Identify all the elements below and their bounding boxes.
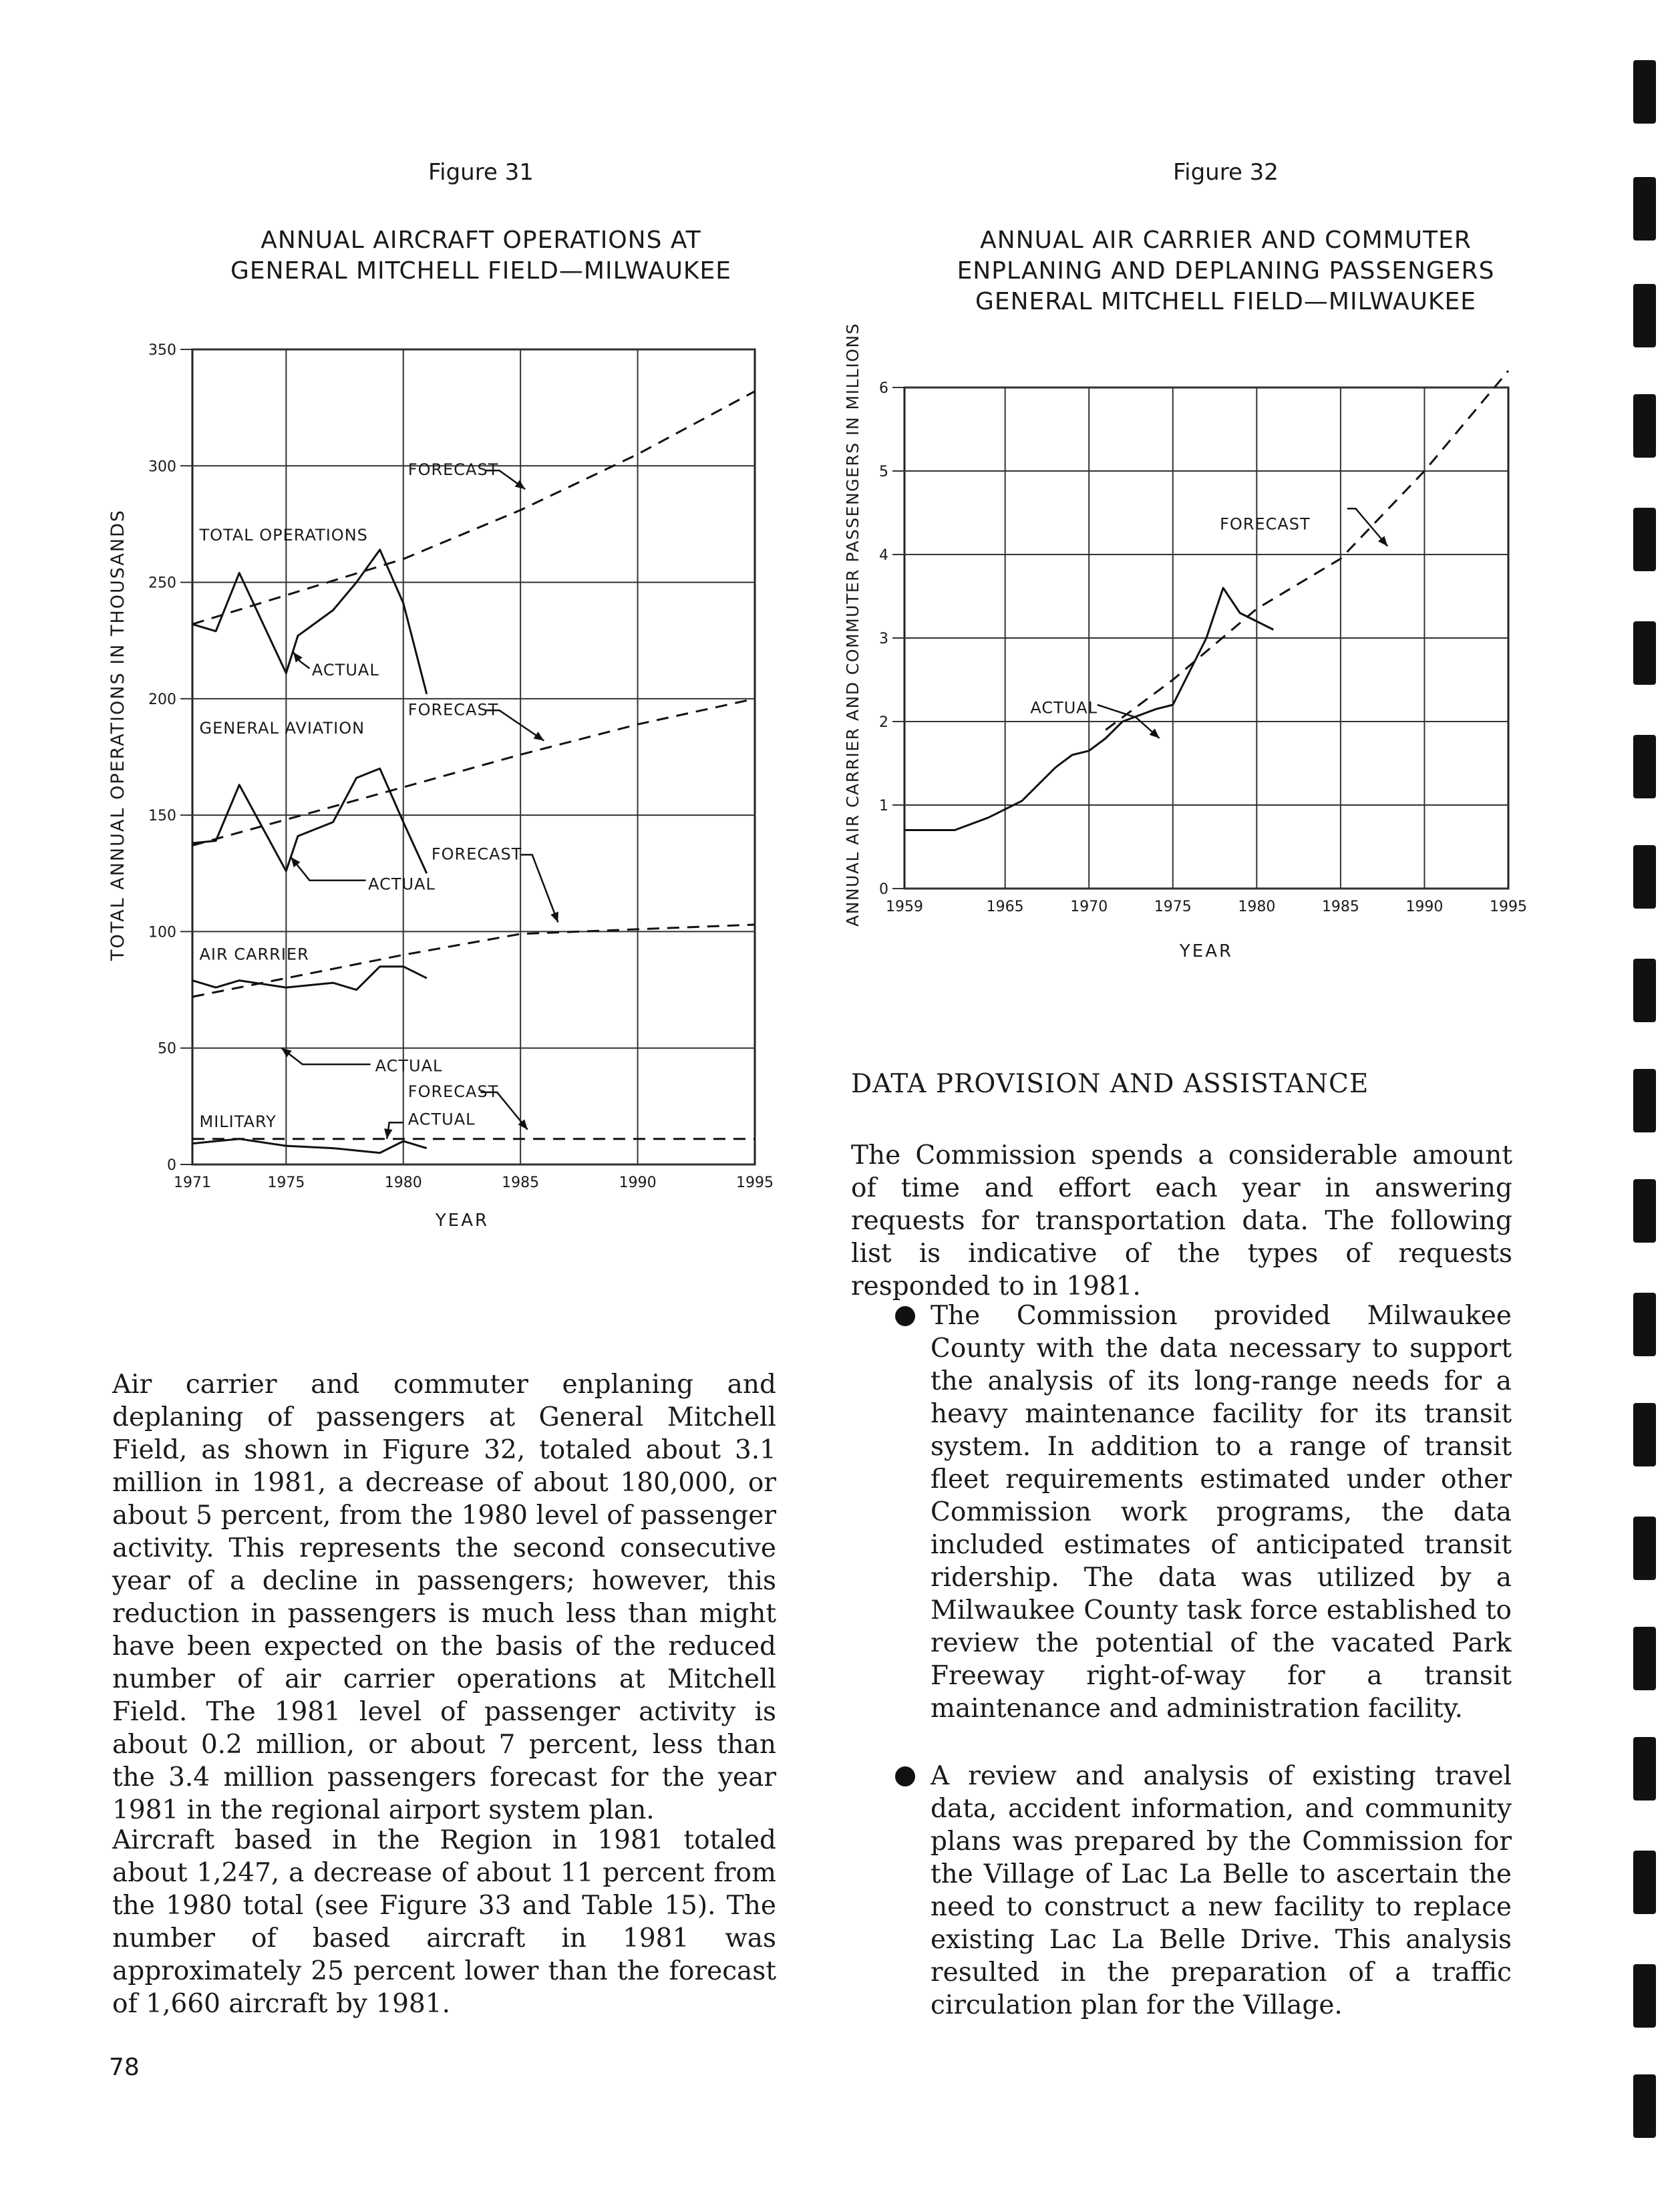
binding-mark xyxy=(1633,1964,1656,2028)
binding-mark xyxy=(1633,284,1656,347)
chart31-annotation-forecast: FORECAST xyxy=(431,844,522,864)
chart31-x-tick-label: 1980 xyxy=(384,1174,422,1191)
chart31-annotation-actual: ACTUAL xyxy=(375,1056,443,1076)
chart31-annotation-actual: ACTUAL xyxy=(368,875,436,894)
bullet-icon xyxy=(895,1306,915,1326)
chart31-leader-arrow xyxy=(520,854,558,922)
chart32-y-tick-label: 4 xyxy=(879,547,888,564)
chart31-arrowhead xyxy=(515,480,526,489)
page-number: 78 xyxy=(109,2054,140,2081)
left-paragraph-1: Air carrier and commuter enplaning and deplaning of passengers at General Mitchell Field, as shown in Figure 32, totaled about 3.1 million in 1981, a decrease of about 180,000, or about 5 percent, from the 1980 level of passenger activity. This represents the second consecutive year of a decline in passengers; however, this reduction in passengers is much less than might have been expected on the basis of the reduced number of air carrier operations at Mitchell Field. The 1981 level of passenger activity is about 0.2 million, or about 7 percent, less than the 3.4 million passengers forecast for the year 1981 in the regional airport system plan. xyxy=(112,1370,776,1825)
chart31-arrowhead xyxy=(534,732,544,740)
chart31-arrowhead xyxy=(550,911,558,922)
binding-mark xyxy=(1633,508,1656,571)
binding-mark xyxy=(1633,2074,1656,2138)
binding-mark xyxy=(1633,60,1656,124)
chart32-y-tick-label: 2 xyxy=(879,714,888,731)
chart31-y-tick-label: 200 xyxy=(148,691,176,708)
figure31-title-line1: ANNUAL AIRCRAFT OPERATIONS AT xyxy=(261,226,701,254)
bullet-icon xyxy=(895,1766,915,1786)
chart31-y-tick-label: 350 xyxy=(148,342,176,359)
chart31-arrowhead xyxy=(293,652,303,663)
binding-mark xyxy=(1633,621,1656,685)
chart31-annotation-forecast: FORECAST xyxy=(407,1082,499,1101)
chart32-xlabel: YEAR xyxy=(1179,941,1234,961)
chart32-x-tick-label: 1990 xyxy=(1405,899,1444,915)
figure31-title-line2: GENERAL MITCHELL FIELD—MILWAUKEE xyxy=(230,257,732,285)
chart31-annotation-forecast: FORECAST xyxy=(407,460,499,480)
chart32-y-tick-label: 6 xyxy=(879,380,888,397)
chart31-series-total-operations-actual xyxy=(192,550,427,694)
chart31-annotation-actual: ACTUAL xyxy=(311,661,379,679)
chart31-series-general-aviation-actual xyxy=(192,768,427,873)
chart31-arrowhead xyxy=(281,1048,291,1058)
chart31-annotation-general-aviation: GENERAL AVIATION xyxy=(199,719,365,738)
chart32-x-tick-label: 1965 xyxy=(986,899,1024,915)
chart32-y-tick-label: 1 xyxy=(879,798,888,814)
binding-mark xyxy=(1633,959,1656,1022)
binding-mark xyxy=(1633,1737,1656,1800)
chart32-x-tick-label: 1959 xyxy=(886,899,923,915)
binding-mark xyxy=(1633,845,1656,909)
binding-mark xyxy=(1633,1851,1656,1914)
left-paragraph-2: Aircraft based in the Region in 1981 totaled about 1,247, a decrease of about 11 percent from the 1980 total (see Figure 33 and Table 15). The number of based aircraft in 1981 was approximately 25 percent lower than the forecast of 1,660 aircraft by 1981. xyxy=(112,1825,776,2019)
chart32-annotation-actual: ACTUAL xyxy=(1030,698,1098,718)
chart31-series-air-carrier-actual xyxy=(192,967,427,990)
chart31-annotation-actual: ACTUAL xyxy=(407,1110,476,1129)
chart31-xlabel: YEAR xyxy=(435,1211,490,1231)
binding-mark xyxy=(1633,1179,1656,1243)
chart32-x-tick-label: 1985 xyxy=(1321,899,1359,915)
chart32-x-tick-label: 1980 xyxy=(1238,899,1276,915)
binding-mark xyxy=(1633,1517,1656,1580)
chart32-y-tick-label: 5 xyxy=(879,464,888,480)
intro-paragraph: The Commission spends a considerable amount of time and effort each year in answering requests for transportation data. The following list is indicative of the types of requests responded to in 1981. xyxy=(851,1140,1512,1301)
chart31-x-tick-label: 1975 xyxy=(267,1174,305,1191)
chart31-y-tick-label: 50 xyxy=(158,1040,176,1058)
figure32-title-line2: ENPLANING AND DEPLANING PASSENGERS xyxy=(957,257,1495,285)
section-heading: DATA PROVISION AND ASSISTANCE xyxy=(851,1069,1369,1099)
chart31-x-tick-label: 1990 xyxy=(619,1174,657,1191)
binding-mark xyxy=(1633,735,1656,798)
chart31-arrowhead xyxy=(384,1128,392,1138)
binding-mark xyxy=(1633,394,1656,458)
chart31-series-military-actual xyxy=(192,1139,427,1153)
chart31-leader-arrow xyxy=(291,857,365,881)
chart31-ylabel: TOTAL ANNUAL OPERATIONS IN THOUSANDS xyxy=(108,508,128,961)
chart31-annotation-air-carrier: AIR CARRIER xyxy=(199,945,309,964)
binding-mark xyxy=(1633,1403,1656,1466)
figure31-chart xyxy=(94,334,788,1243)
chart31-annotation-total-operations: TOTAL OPERATIONS xyxy=(199,525,368,544)
chart31-leader-arrow xyxy=(281,1048,370,1064)
chart32-x-tick-label: 1970 xyxy=(1070,899,1108,915)
binding-mark xyxy=(1633,177,1656,241)
figure32-label: Figure 32 xyxy=(1173,159,1279,186)
figure32-chart xyxy=(828,321,1543,975)
chart31-annotation-military: MILITARY xyxy=(199,1112,277,1132)
chart31-series-total-operations-forecast xyxy=(192,391,755,625)
chart32-y-tick-label: 3 xyxy=(879,631,888,647)
bullet-item-1: The Commission provided Milwaukee County with the data necessary to support the analysis of its long-range needs for a heavy maintenance facility for its transit system. In addition to a range of transit fleet requirements estimated under other Commission work programs, the data included estimates of anticipated transit ridership. The data was utilized by a Milwaukee County task force established to review the potential of the vacated Park Freeway right-of-way for a transit maintenance and administration facility. xyxy=(931,1301,1512,1724)
chart31-y-tick-label: 250 xyxy=(148,575,176,592)
chart31-y-tick-label: 300 xyxy=(148,458,176,476)
binding-holes xyxy=(1627,0,1680,2196)
chart32-x-tick-label: 1995 xyxy=(1490,899,1527,915)
figure31-label: Figure 31 xyxy=(428,159,534,186)
chart31-annotation-forecast: FORECAST xyxy=(407,700,499,720)
chart31-y-tick-label: 100 xyxy=(148,924,176,941)
binding-mark xyxy=(1633,1627,1656,1690)
chart32-ylabel: ANNUAL AIR CARRIER AND COMMUTER PASSENGERS IN MILLIONS xyxy=(843,323,862,927)
chart32-series-forecast xyxy=(1106,371,1508,730)
chart31-x-tick-label: 1985 xyxy=(502,1174,540,1191)
binding-mark xyxy=(1633,1293,1656,1356)
figure32-title-line1: ANNUAL AIR CARRIER AND COMMUTER xyxy=(980,226,1472,254)
chart32-annotation-forecast: FORECAST xyxy=(1220,514,1311,534)
chart31-x-tick-label: 1995 xyxy=(736,1174,774,1191)
chart31-x-tick-label: 1971 xyxy=(174,1174,211,1191)
binding-mark xyxy=(1633,1069,1656,1132)
bullet-item-2: A review and analysis of existing travel data, accident information, and community plans was prepared by the Commission for the Village of Lac La Belle to ascertain the need to construct a new facility to replace existing Lac La Belle Drive. This analysis resulted in the preparation of a traffic circulation plan for the Village. xyxy=(931,1761,1512,2020)
chart32-x-tick-label: 1975 xyxy=(1154,899,1192,915)
figure32-title-line3: GENERAL MITCHELL FIELD—MILWAUKEE xyxy=(975,288,1477,315)
chart31-y-tick-label: 150 xyxy=(148,808,176,825)
chart32-y-tick-label: 0 xyxy=(879,881,888,898)
chart31-y-tick-label: 0 xyxy=(167,1157,176,1174)
